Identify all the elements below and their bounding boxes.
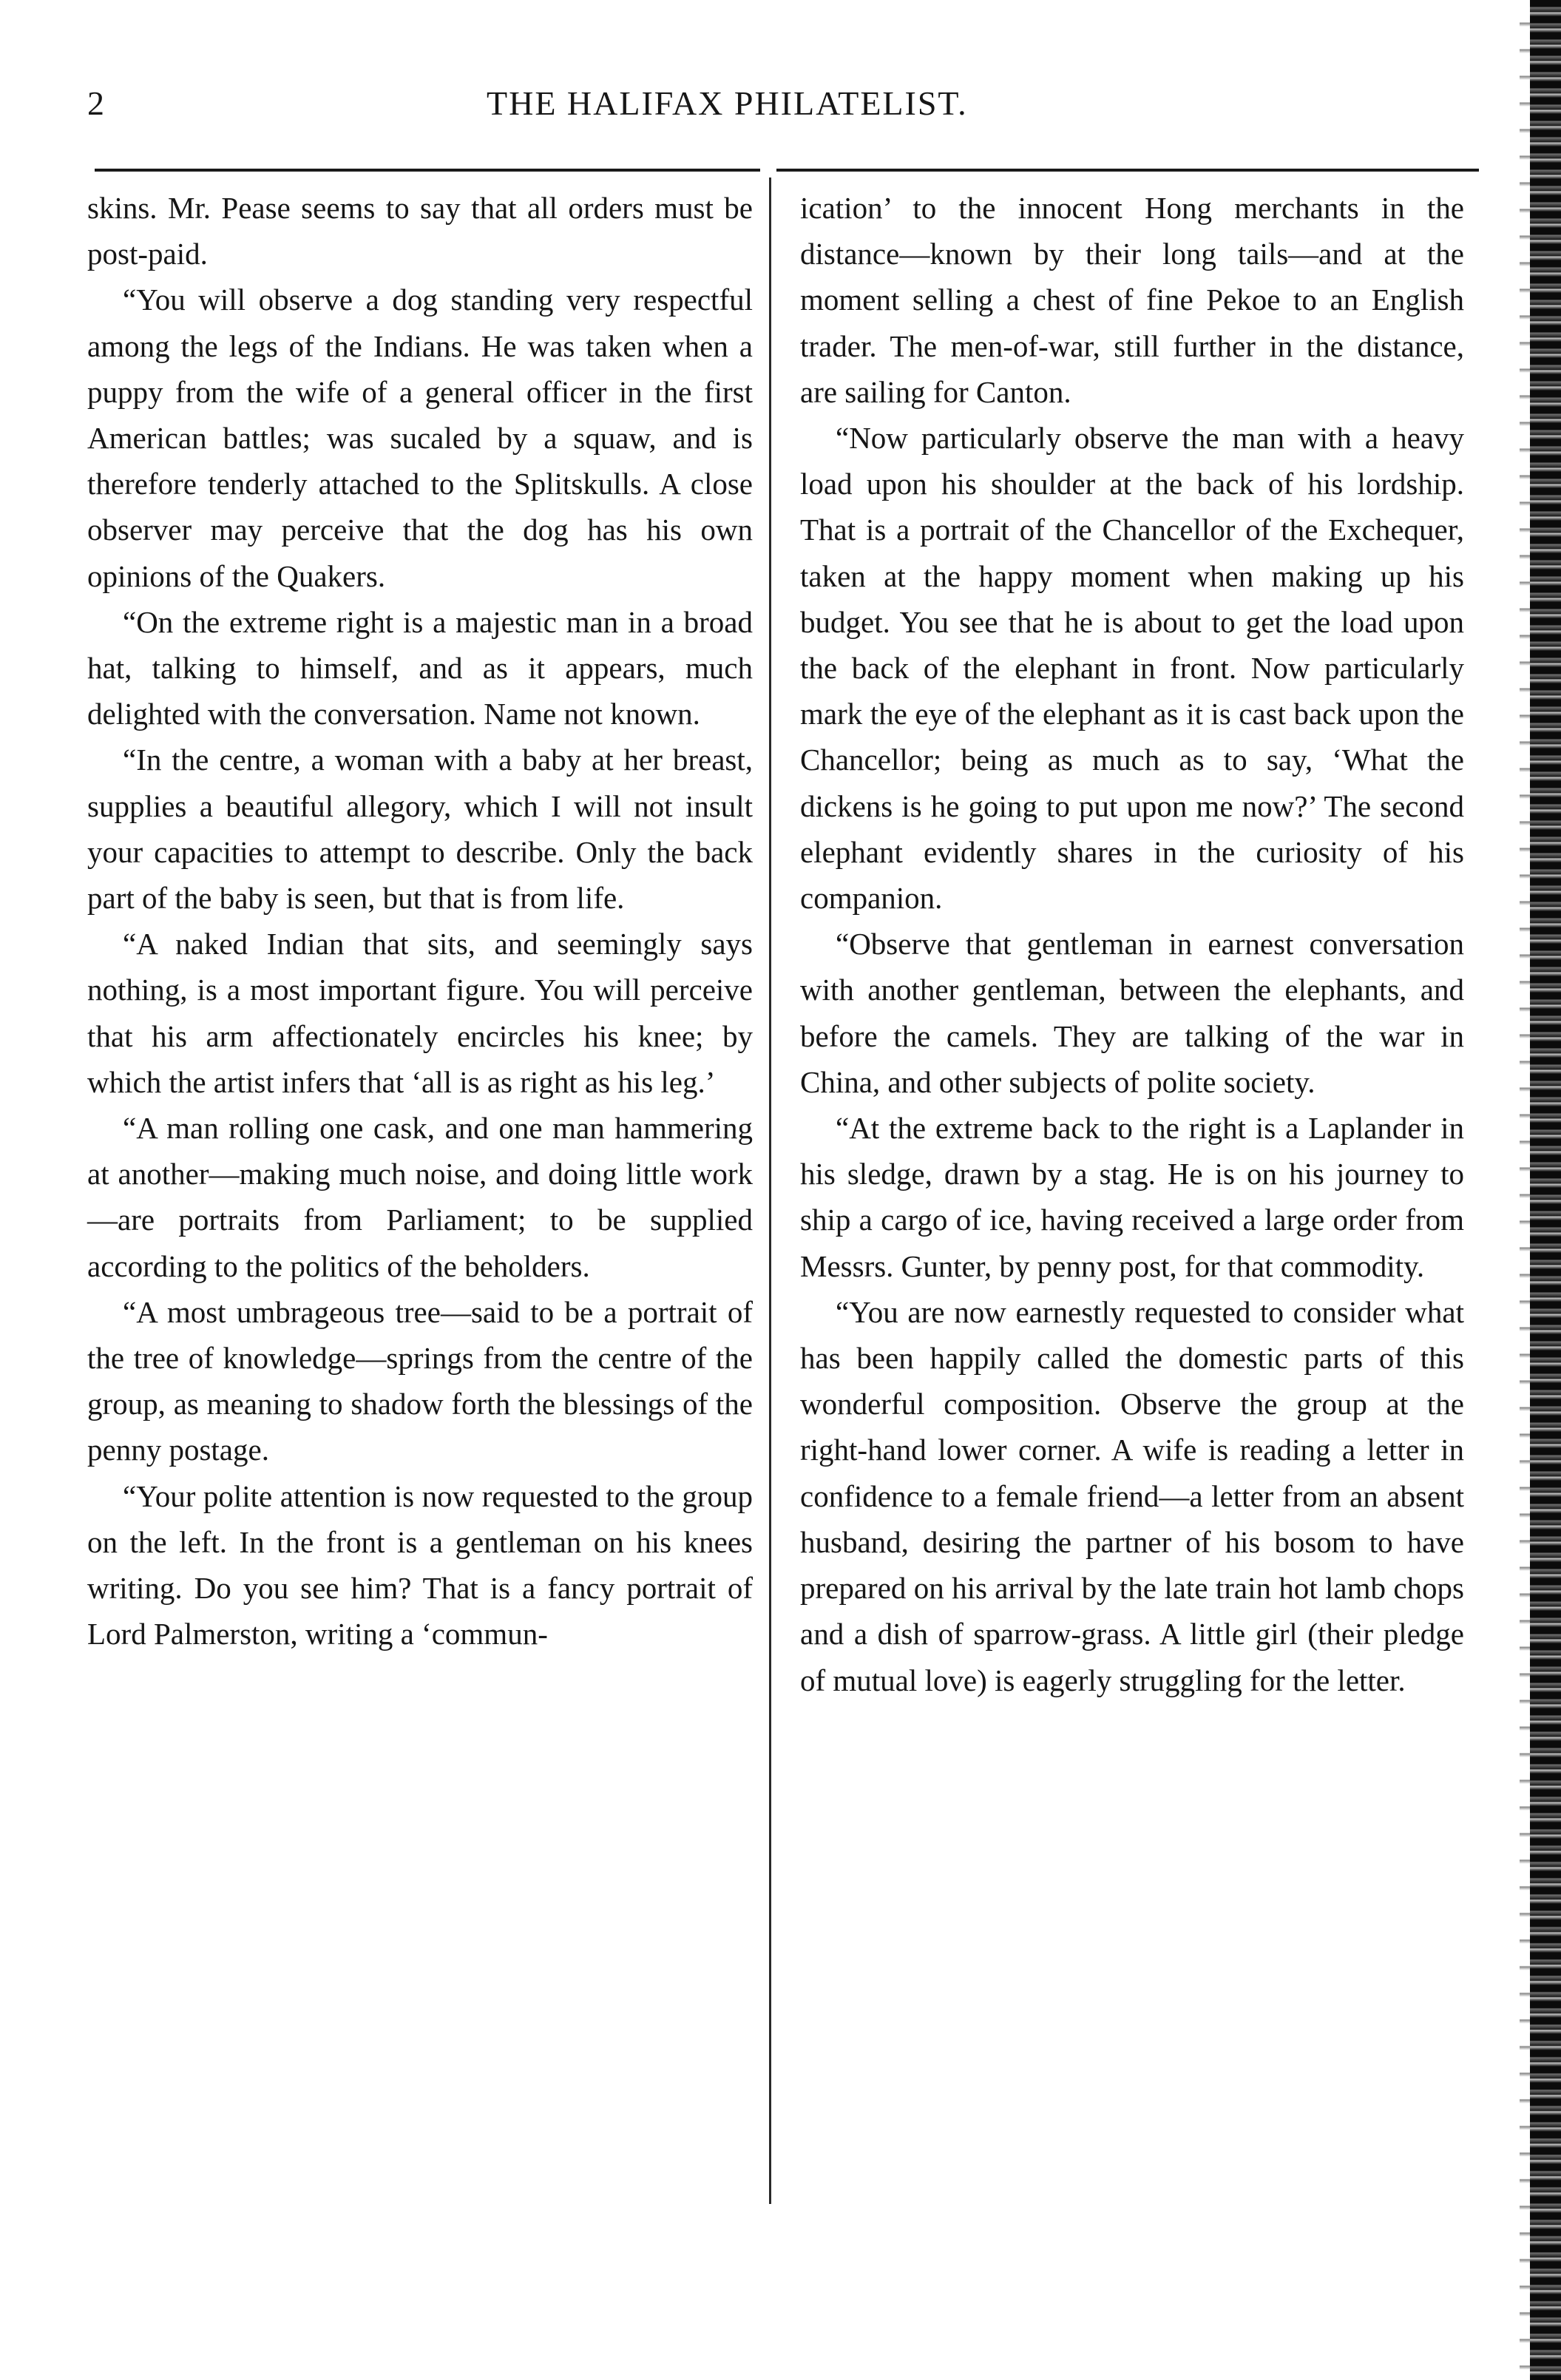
header-rule-left [95, 169, 760, 172]
paragraph: “At the extreme back to the right is a Laplander in his sledge, drawn by a stag. He is on his journey to ship a cargo of ice, having received a large order from Messrs. Gunter, by penny post, for that commodity. [800, 1111, 1464, 1283]
paragraph: “A naked Indian that sits, and seemingly says nothing, is a most important figure. You will perceive that his arm affectionately encircles his knee; by which the artist infers that ‘all is as right as his leg.’ [87, 927, 753, 1099]
paragraph: “Now particularly observe the man with a heavy load upon his shoulder at the back of his lordship. That is a portrait of the Chancellor of the Exchequer, taken at the happy moment when making up his budget. You see that he is about to get the load upon the back of the elephant in front. Now particularly mark the eye of the elephant as it is cast back upon the Chancellor; being as much as to say, ‘What the dickens is he going to put upon me now?’ The second elephant evidently shares in the curiosity of his companion. [800, 421, 1464, 916]
page-number: 2 [87, 84, 104, 122]
column-divider [769, 178, 771, 2204]
page-title: THE HALIFAX PHILATELIST. [487, 84, 968, 122]
paragraph: “Your polite attention is now requested to the group on the left. In the front is a gentleman on his knees writing. Do you see him? That is a fancy portrait of Lord Palmerston, writing a ‘commun- [87, 1478, 753, 1652]
right-column [800, 185, 1464, 1703]
page-header [87, 74, 1477, 133]
scanned-page-edge [1530, 0, 1561, 2380]
paragraph: “Observe that gentleman in earnest conversation with another gentleman, between the elephants, and before the camels. They are talking of the war in China, and other subjects of polite society. [800, 927, 1464, 1099]
paragraph: “You will observe a dog standing very respectful among the legs of the Indians. He was taken when a puppy from the wife of a general officer in the first American battles; was sucaled by a squaw, and is therefore tenderly attached to the Splitskulls. A close observer may perceive that the dog has his own opinions of the Quakers. [87, 283, 753, 593]
header-rule-right [776, 169, 1479, 172]
paragraph: “A most umbrageous tree—said to be a portrait of the tree of knowledge—springs from the centre of the group, as meaning to shadow forth the blessings of the penny postage. [87, 1294, 753, 1467]
paragraph: “On the extreme right is a majestic man in a broad hat, talking to himself, and as it appears, much delighted with the conversation. Name not known. [87, 604, 753, 731]
paragraph: ication’ to the innocent Hong merchants in the distance—known by their long tails—and at the moment selling a chest of fine Pekoe to an English trader. The men-of-war, still further in the distance, are sailing for Canton. [800, 191, 1464, 409]
paragraph: “You are now earnestly requested to consider what has been happily called the domestic parts of this wonderful composition. Observe the group at the right-hand lower corner. A wife is reading a letter in confidence to a female friend—a letter from an absent husband, desiring the partner of his bosom to have prepared on his arrival by the late train hot lamb chops and a dish of sparrow-grass. A little girl (their pledge of mutual love) is eagerly struggling for the letter. [800, 1294, 1464, 1697]
paragraph: “A man rolling one cask, and one man hammering at another—making much noise, and doing little work—are portraits from Parliament; to be supplied according to the politics of the beholders. [87, 1111, 753, 1283]
paragraph: “In the centre, a woman with a baby at her breast, supplies a beautiful allegory, which I will not insult your capacities to attempt to describe. Only the back part of the baby is seen, but that is from life. [87, 743, 753, 916]
paragraph: skins. Mr. Pease seems to say that all orders must be post-paid. [87, 191, 753, 271]
left-column [87, 185, 753, 1657]
